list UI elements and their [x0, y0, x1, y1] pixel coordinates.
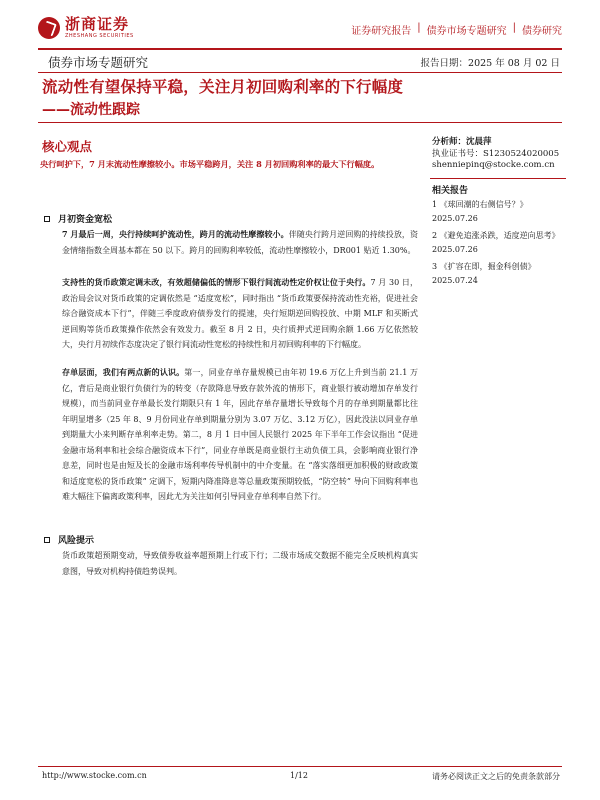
related-reports-list — [432, 198, 572, 291]
paragraph-text: 7 月 30 日，政治局会议对货币政策的定调依然是 “适度宽松”，同时指出 “货币政策要保持流动性充裕，促进社会综合融资成本下行”，伴随三季度政府债券发行的提速，央行短期逆回购投放、中期 MLF 和买断式逆回购等货币政策操作依然会有效发力。截至 8 月 2 日，央行质押式逆回购余额 1.66 万亿依然较大，央行月初续作态度决定了银行间流动性宽松的持续性和月初回购利率的下行幅度。 — [62, 278, 418, 349]
paragraph-risk-warning — [62, 548, 418, 579]
page-number: 1/12 — [290, 771, 308, 780]
related-report-title: 3 《扩容在即，掘金科创债》 — [432, 262, 536, 271]
related-report-item[interactable] — [432, 229, 572, 256]
logo-mark-icon — [38, 17, 60, 39]
analyst-name: 沈晨萍 — [466, 137, 492, 147]
paragraph-text: 货币政策超预期变动，导致债券收益率超预期上行或下行；二级市场成交数据不能完全反映机构真实意图，导致对机构持债趋势误判。 — [62, 551, 418, 576]
logo-name-cn: 浙商证券 — [65, 15, 130, 33]
paragraph-lead: 存单层面，我们有两点新的认识。 — [62, 367, 185, 377]
report-subtitle: ——流动性跟踪 — [42, 102, 140, 118]
footer-divider — [38, 766, 562, 767]
analyst-email[interactable]: shenniepinq@stocke.com.cn — [432, 160, 555, 170]
footer-disclaimer: 请务必阅读正文之后的免责条款部分 — [432, 772, 560, 781]
paragraph-month-end — [62, 227, 418, 258]
report-title: 流动性有望保持平稳，关注月初回购利率的下行幅度 — [42, 78, 404, 96]
related-report-item[interactable] — [432, 260, 572, 287]
core-viewpoint-heading: 核心观点 — [42, 139, 93, 154]
nav-item-bond-research: 债券研究 — [522, 26, 562, 37]
nav-item-bond-market-topic: 债券市场专题研究 — [426, 26, 507, 37]
top-category-nav — [351, 22, 562, 37]
title-divider-top — [38, 72, 562, 73]
header-divider — [38, 48, 562, 50]
logo-name-en: ZHESHANG SECURITIES — [65, 33, 134, 39]
core-viewpoint-summary: 央行呵护下，7 月末流动性摩擦较小。市场平稳跨月，关注 8 月初回购利率的最大下行幅度。 — [40, 159, 380, 169]
related-report-date: 2025.07.26 — [432, 244, 478, 254]
paragraph-certificates-of-deposit — [62, 365, 418, 505]
related-report-item[interactable] — [432, 198, 572, 225]
related-report-date: 2025.07.24 — [432, 275, 478, 285]
title-divider-bottom — [38, 122, 562, 123]
analyst-certificate: 执业证书号：S1230524020005 — [432, 148, 560, 159]
related-report-date: 2025.07.26 — [432, 213, 478, 223]
nav-separator: | — [512, 22, 516, 33]
section-heading-funding — [44, 212, 112, 225]
paragraph-text: 第一，同业存单存量规模已由年初 19.6 万亿上升到当前 21.1 万亿，背后是商业银行负债行为的转变（存款降息导致存款外流的情形下，商业银行被动增加存单发行规模），而当前同业存单最长发行期限只有 1 年，因此存单存量增长导致每个月的存单到期量都比往年明显增多（25 年 8、9 月份同业存单到期量分别为 3.07 万亿、3.12 万亿），因此没法以同业存单到期量大小来判断存单利率走势。第二，8 月 1 日中国人民银行 2025 年下半年工作会议指出 “促进金融市场利率和社会综合融资成本下行”，同业存单既是商业银行主动负债工具，会影响商业银行净息差，同时也是由短及长的金融市场利率传导机制中的中介变量。在 “落实落细更加积极的财政政策和适度宽松的货币政策” 定调下，短期内降准降息等总量政策预期较低，“防空转” 导向下回购利率也难大幅往下偏离政策利率，因此尤为关注如何引导同业存单利率自然下行。 — [62, 368, 419, 501]
nav-separator: | — [417, 22, 421, 33]
analyst-role-label: 分析师： — [432, 137, 467, 147]
related-report-title: 2 《避免追涨杀跌，适度逆向思考》 — [432, 231, 560, 240]
paragraph-lead: 7 月最后一周，央行持续呵护流动性，跨月的流动性摩擦较小。 — [62, 229, 289, 239]
section-heading-risk — [44, 533, 94, 546]
footer-website-link[interactable]: http://www.stocke.com.cn — [42, 771, 147, 780]
analyst-info — [432, 137, 582, 172]
paragraph-text: 伴随央行跨月逆回购的持续投放，资金情绪指数全周基本都在 50 以下。跨月的回购利率较低，流动性摩擦较小，DR001 贴近 1.30%。 — [62, 230, 419, 255]
related-divider — [430, 178, 566, 179]
square-bullet-icon — [44, 537, 50, 543]
section-heading-label: 月初资金宽松 — [58, 215, 113, 225]
nav-item-research-report: 证券研究报告 — [351, 26, 412, 37]
document-type: 债券市场专题研究 — [48, 55, 149, 70]
paragraph-lead: 支持性的货币政策定调未改，有效超储偏低的情形下银行间流动性定价权让位于央行。 — [62, 277, 371, 287]
company-logo — [38, 14, 134, 42]
report-date: 报告日期：2025 年 08 月 02 日 — [420, 58, 560, 69]
related-report-title: 1 《球回潮的右侧信号？》 — [432, 200, 528, 209]
square-bullet-icon — [44, 216, 50, 222]
paragraph-monetary-policy — [62, 275, 418, 353]
section-heading-label: 风险提示 — [58, 536, 95, 546]
related-reports-heading: 相关报告 — [432, 186, 469, 196]
